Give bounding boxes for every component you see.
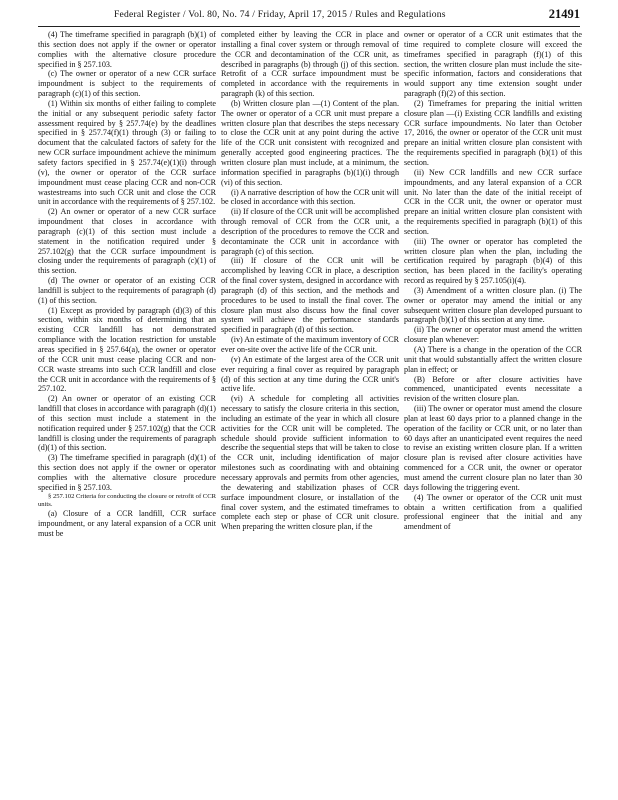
paragraph: (d) The owner or operator of an existing CCR landfill is subject to the requirements of paragraph (d)(1) of this section. bbox=[38, 276, 216, 305]
paragraph: (B) Before or after closure activities have commenced, unanticipated events necessitate a revision of the written closure plan. bbox=[404, 374, 582, 404]
paragraph: (2) An owner or operator of an existing CCR landfill that closes in accordance with paragraph (d)(1) of this section must include a statement in the notification required under § 257.102(g) that the CCR landfill is closing under the requirements of paragraph (d)(1) of this section. bbox=[38, 394, 216, 453]
paragraph: (b) Written closure plan —(1) Content of the plan. The owner or operator of a CCR unit must prepare a written closure plan that describes the steps necessary to close the CCR unit at any point during the active life of the CCR unit consistent with recognized and generally accepted good engineering practices. The written closure plan must include, at a minimum, the information specified in paragraphs (b)(1)(i) through (vi) of this section. bbox=[221, 98, 399, 187]
paragraph: (3) Amendment of a written closure plan. (i) The owner or operator may amend the initial or any subsequent written closure plan developed pursuant to paragraph (b)(1) of this section at any time. bbox=[404, 285, 582, 325]
paragraph: (4) The timeframe specified in paragraph (b)(1) of this section does not apply if the owner or operator complies with the alternative closure procedure specified in § 257.103. bbox=[38, 30, 216, 69]
paragraph: (iii) The owner or operator must amend the closure plan at least 60 days prior to a planned change in the operation of the facility or CCR unit, or no later than 60 days after an unanticipated event requires the need to revise an existing written closure plan. If a written closure plan is revised after closure activities have commenced for a CCR unit, the owner or operator must amend the current closure plan no later than 30 days following the triggering event. bbox=[404, 404, 582, 492]
paragraph: (4) The owner or operator of the CCR unit must obtain a written certification from a qualified professional engineer that the initial and any amendment of bbox=[404, 492, 582, 532]
text-column-1 bbox=[38, 30, 216, 539]
paragraph: (i) A narrative description of how the CCR unit will be closed in accordance with this section. bbox=[221, 187, 399, 207]
paragraph: (iv) An estimate of the maximum inventory of CCR ever on-site over the active life of the CCR unit. bbox=[221, 335, 399, 354]
paragraph: (2) An owner or operator of a new CCR surface impoundment that closes in accordance with paragraph (c)(1) of this section must include a statement in the notification required under § 257.102(g) that the CCR surface impoundment is closing under the requirements of paragraph (c)(1) of this section. bbox=[38, 207, 216, 276]
text-column-2 bbox=[221, 30, 399, 532]
paragraph: (vi) A schedule for completing all activities necessary to satisfy the closure criteria in this section, including an estimate of the year in which all closure activities for the CCR unit will be completed. The schedule should provide sufficient information to describe the sequential steps that will be taken to close the CCR unit, including identification of major milestones such as coordinating with and obtaining necessary approvals and permits from other agencies, the dewatering and stabilization phases of CCR surface impoundment closure, or installation of the final cover system, and the estimated timeframes to complete each step or phase of CCR unit closure. When preparing the written closure plan, if the bbox=[221, 394, 399, 532]
header-rule bbox=[38, 26, 580, 27]
paragraph: (a) Closure of a CCR landfill, CCR surface impoundment, or any lateral expansion of a CCR unit must be bbox=[38, 509, 216, 539]
paragraph: (iii) If closure of the CCR unit will be accomplished by leaving CCR in place, a description of the final cover system, designed in accordance with paragraph (d) of this section, and the methods and procedures to be used to install the final cover. The closure plan must also discuss how the final cover system will achieve the performance standards specified in paragraph (d) of this section. bbox=[221, 256, 399, 335]
paragraph: (3) The timeframe specified in paragraph (d)(1) of this section does not apply if the owner or operator complies with the alternative closure procedure specified in § 257.103. bbox=[38, 453, 216, 492]
paragraph: owner or operator of a CCR unit estimates that the time required to complete closure will exceed the timeframes specified in paragraph (f)(1) of this section, the written closure plan must include the site-specific information, factors and considerations that would support any time extension sought under paragraph (f)(2) of this section. bbox=[404, 30, 582, 99]
paragraph: (v) An estimate of the largest area of the CCR unit ever requiring a final cover as required by paragraph (d) of this section at any time during the CCR unit's active life. bbox=[221, 354, 399, 394]
paragraph: (A) There is a change in the operation of the CCR unit that would substantially affect the written closure plan in effect; or bbox=[404, 345, 582, 374]
paragraph: (1) Within six months of either failing to complete the initial or any subsequent periodic safety factor assessment required by § 257.74(e) by the deadlines specified in § 257.74(f)(1) through (3) or failing to document that the calculated factors of safety for the new CCR surface impoundment achieve the minimum safety factors specified in § 257.74(e)(1)(i) through (v), the owner or operator of the CCR surface impoundment must cease placing CCR and non-CCR wastestreams into such CCR unit and close the CCR unit in accordance with the requirements of § 257.102. bbox=[38, 98, 216, 207]
paragraph: (ii) If closure of the CCR unit will be accomplished through removal of CCR from the CCR unit, a description of the procedures to remove the CCR and decontaminate the CCR unit in accordance with paragraph (c) of this section. bbox=[221, 207, 399, 256]
page-number: 21491 bbox=[548, 7, 580, 21]
paragraph: (ii) New CCR landfills and new CCR surface impoundments, and any lateral expansion of a CCR unit. No later than the date of the initial receipt of CCR in the CCR unit, the owner or operator must prepare an initial written closure plan consistent with the requirements specified in paragraph (b)(1) of this section. bbox=[404, 167, 582, 236]
running-header: Federal Register / Vol. 80, No. 74 / Friday, April 17, 2015 / Rules and Regulations bbox=[114, 9, 446, 20]
paragraph: (ii) The owner or operator must amend the written closure plan whenever: bbox=[404, 325, 582, 345]
page-header bbox=[38, 8, 580, 24]
paragraph: completed either by leaving the CCR in place and installing a final cover system or through removal of the CCR and decontamination of the CCR unit, as described in paragraphs (b) through (j) of this section. Retrofit of a CCR surface impoundment must be completed in accordance with the requirements in paragraph (k) of this section. bbox=[221, 30, 399, 99]
paragraph: (c) The owner or operator of a new CCR surface impoundment is subject to the requirements of paragraph (c)(1) of this section. bbox=[38, 69, 216, 99]
section-heading: § 257.102 Criteria for conducting the closure or retrofit of CCR units. bbox=[38, 492, 216, 509]
paragraph: (iii) The owner or operator has completed the written closure plan when the plan, including the certification required by paragraph (b)(4) of this section, has been placed in the facility's operating record as required by § 257.105(i)(4). bbox=[404, 236, 582, 286]
text-column-3 bbox=[404, 30, 582, 532]
paragraph: (1) Except as provided by paragraph (d)(3) of this section, within six months of determining that an existing CCR landfill has not demonstrated compliance with the location restriction for unstable areas specified in § 257.64(a), the owner or operator of the CCR unit must cease placing CCR and non-CCR waste streams into such CCR landfill and close the CCR unit in accordance with the requirements of § 257.102. bbox=[38, 305, 216, 394]
paragraph: (2) Timeframes for preparing the initial written closure plan —(i) Existing CCR landfills and existing CCR surface impoundments. No later than October 17, 2016, the owner or operator of the CCR unit must prepare an initial written closure plan consistent with the requirements specified in paragraph (b)(1) of this section. bbox=[404, 98, 582, 167]
